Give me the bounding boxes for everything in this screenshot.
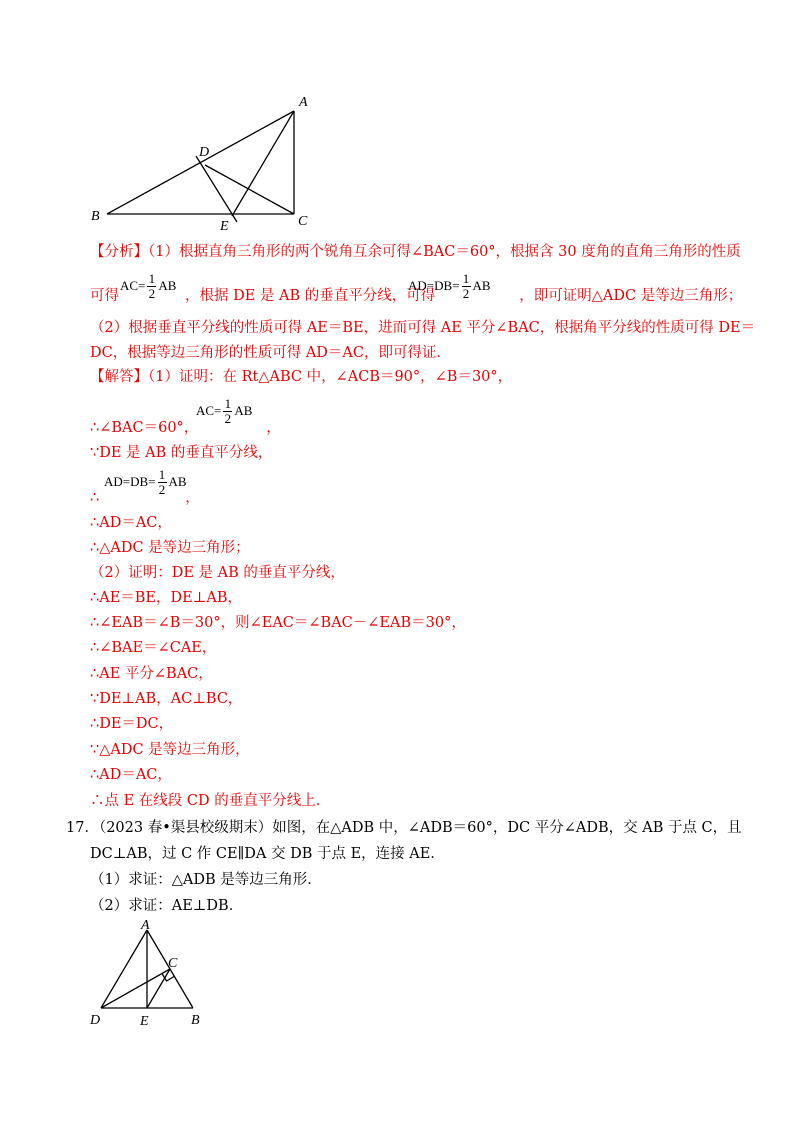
segment-da — [101, 930, 147, 1008]
problem-17-line-2: DC⊥AB，过 C 作 CE∥DA 交 DB 于点 E，连接 AE． — [90, 846, 445, 862]
solution-l2-b: ， — [266, 420, 281, 436]
figure-2-triangle-adb — [0, 915, 800, 1035]
solution-line-11: ∴AE 平分∠BAC， — [90, 666, 213, 682]
solution-l4-a: ∴ — [90, 490, 100, 506]
segment-dc — [205, 165, 294, 214]
label-e: E — [220, 219, 229, 234]
problem-17-line-1: 17．（2023 春•渠县校级期末）如图，在△ADB 中，∠ADB＝60°，DC 平分∠ADB，交 AB 于点 C，且 — [66, 820, 742, 836]
solution-line-16: ∴点 E 在线段 CD 的垂直平分线上． — [90, 793, 331, 809]
label-e: E — [140, 1014, 149, 1029]
analysis-l2-c: ，即可证明△ADC 是等边三角形； — [519, 288, 743, 304]
solution-line-9: ∴∠EAB＝∠B＝30°，则∠EAC＝∠BAC－∠EAB＝30°， — [90, 615, 466, 631]
solution-line-5: ∴AD＝AC， — [90, 515, 172, 531]
solution-line-14: ∵△ADC 是等边三角形， — [90, 742, 250, 758]
solution-line-7: （2）证明：DE 是 AB 的垂直平分线， — [90, 565, 345, 581]
label-a: A — [141, 918, 150, 933]
formula-ac-half-ab-1: AC= 1 2 AB — [120, 270, 177, 301]
segment-dc — [101, 969, 170, 1008]
solution-l2-a: ∴∠BAC＝60°， — [90, 420, 199, 436]
segment-de — [196, 156, 237, 222]
formula-ac-half-ab-2: AC= 1 2 AB — [196, 395, 253, 426]
analysis-line-4: DC，根据等边三角形的性质可得 AD＝AC，即可得证． — [90, 345, 451, 361]
analysis-line-3: （2）根据垂直平分线的性质可得 AE＝BE，进而可得 AE 平分∠BAC，根据角平分线的性质可得 DE＝ — [90, 320, 756, 336]
label-c: C — [168, 956, 178, 971]
problem-17-line-3: （1）求证：△ADB 是等边三角形． — [90, 872, 322, 888]
label-a: A — [299, 95, 308, 110]
figure-1-triangle-abc — [0, 0, 800, 240]
solution-line-8: ∴AE＝BE，DE⊥AB， — [90, 590, 242, 606]
label-d: D — [90, 1013, 101, 1028]
solution-line-10: ∴∠BAE＝∠CAE， — [90, 640, 217, 656]
analysis-line-1: 【分析】（1）根据直角三角形的两个锐角互余可得∠BAC＝60°，根据含 30 度角的直角三角形的性质 — [90, 244, 741, 260]
label-c: C — [298, 214, 308, 229]
formula-ad-db-half-ab-2: AD=DB= 1 2 AB — [104, 466, 187, 497]
label-d: D — [199, 145, 210, 160]
analysis-l2-a: 可得 — [90, 288, 119, 304]
solution-l4-b: ， — [185, 490, 200, 506]
solution-line-6: ∴△ADC 是等边三角形； — [90, 540, 250, 556]
solution-line-3: ∵DE 是 AB 的垂直平分线， — [90, 445, 273, 461]
solution-line-1: 【解答】（1）证明：在 Rt△ABC 中，∠ACB＝90°，∠B＝30°， — [90, 369, 513, 385]
solution-line-13: ∴DE＝DC， — [90, 716, 174, 732]
label-b: B — [91, 209, 100, 224]
solution-line-15: ∴AD＝AC， — [90, 767, 172, 783]
solution-line-12: ∵DE⊥AB，AC⊥BC， — [90, 691, 243, 707]
problem-17-line-4: （2）求证：AE⊥DB． — [90, 898, 244, 914]
analysis-l2-b: ，根据 DE 是 AB 的垂直平分线，可得 — [185, 288, 436, 304]
label-b: B — [191, 1013, 200, 1028]
segment-ae — [232, 111, 294, 216]
formula-ad-db-half-ab-1: AD=DB= 1 2 AB — [408, 270, 491, 301]
